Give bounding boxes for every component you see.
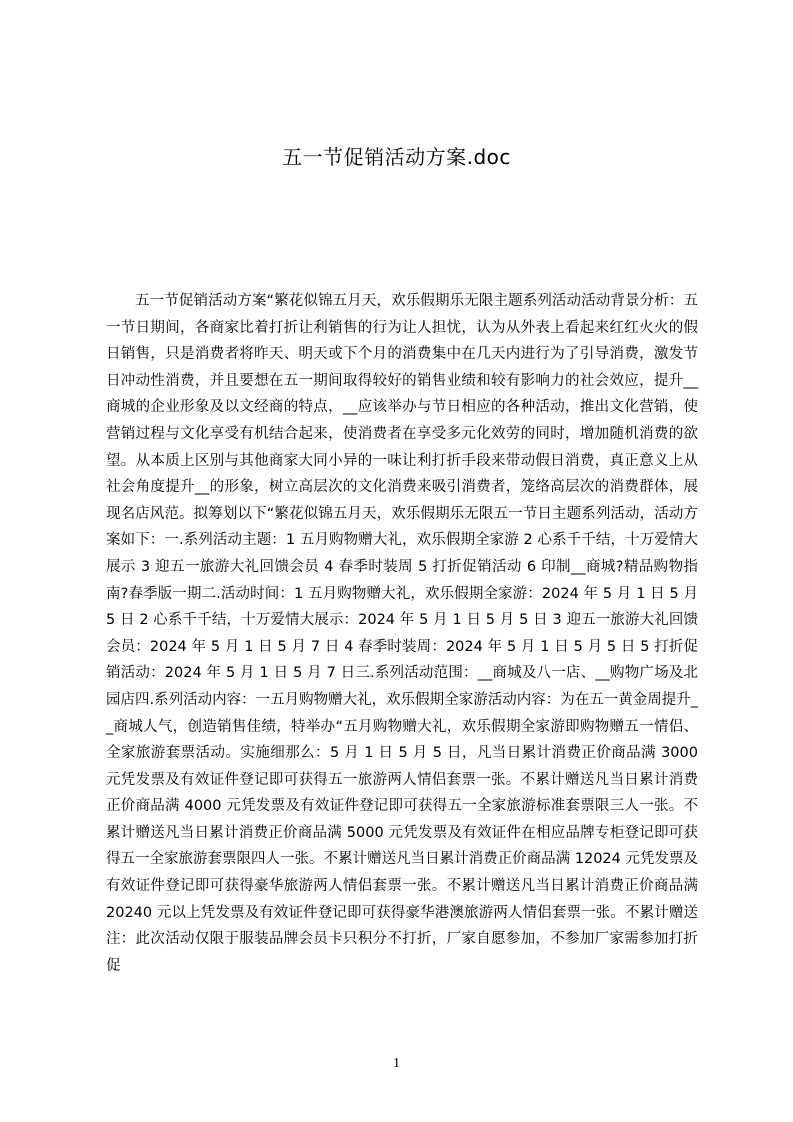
document-body-paragraph: 五一节促销活动方案“繁花似锦五月天，欢乐假期乐无限主题系列活动活动背景分析：五一节日期间，各商家比着打折让利销售的行为让人担忧，认为从外表上看起来红红火火的假日销售，只是消费者将昨天、明天或下个月的消费集中在几天内进行为了引导消费，激发节日冲动性消费，并且要想在五一期间取得较好的销售业绩和较有影响力的社会效应，提升__商城的企业形象及以文经商的特点，__应该举办与节日相应的各种活动，推出文化营销，使营销过程与文化享受有机结合起来，使消费者在享受多元化效劳的同时，增加随机消费的欲望。从本质上区别与其他商家大同小异的一味让利打折手段来带动假日消费，真正意义上从社会角度提升__的形象，树立高层次的文化消费来吸引消费者，笼络高层次的消费群体，展现名店风范。拟筹划以下“繁花似锦五月天，欢乐假期乐无限五一节日主题系列活动，活动方案如下：一.系列活动主题：1 五月购物赠大礼，欢乐假期全家游 2 心系千千结，十万爱情大展示 3 迎五一旅游大礼回馈会员 4 春季时装周 5 打折促销活动 6 印制__商城?精品购物指南?春季版一期二.活动时间：1 五月购物赠大礼，欢乐假期全家游：2024 年 5 月 1 日 5 月 5 日 2 心系千千结，十万爱情大展示：2024 年 5 月 1 日 5 月 5 日 3 迎五一旅游大礼回馈会员：2024 年 5 月 1 日 5 月 7 日 4 春季时装周：2024 年 5 月 1 日 5 月 5 日 5 打折促销活动：2024 年 5 月 1 日 5 月 7 日三.系列活动范围：__商城及八一店、__购物广场及北园店四.系列活动内容：一五月购物赠大礼，欢乐假期全家游活动内容：为在五一黄金周提升__商城人气，创造销售佳绩，特举办“五月购物赠大礼，欢乐假期全家游即购物赠五一情侣、全家旅游套票活动。实施细那么：5 月 1 日 5 月 5 日，凡当日累计消费正价商品满 3000 元凭发票及有效证件登记即可获得五一旅游两人情侣套票一张。不累计赠送凡当日累计消费正价商品满 4000 元凭发票及有效证件登记即可获得五一全家旅游标准套票限三人一张。不累计赠送凡当日累计消费正价商品满 5000 元凭发票及有效证件在相应品牌专柜登记即可获得五一全家旅游套票限四人一张。不累计赠送凡当日累计消费正价商品满 12024 元凭发票及有效证件登记即可获得豪华旅游两人情侣套票一张。不累计赠送凡当日累计消费正价商品满 20240 元以上凭发票及有效证件登记即可获得豪华港澳旅游两人情侣套票一张。不累计赠送注：此次活动仅限于服装品牌会员卡只积分不打折，厂家自愿参加，不参加厂家需参加打折促 <box>106 293 698 974</box>
page-number: 1 <box>393 1056 400 1071</box>
document-title: 五一节促销活动方案.doc <box>282 145 511 169</box>
